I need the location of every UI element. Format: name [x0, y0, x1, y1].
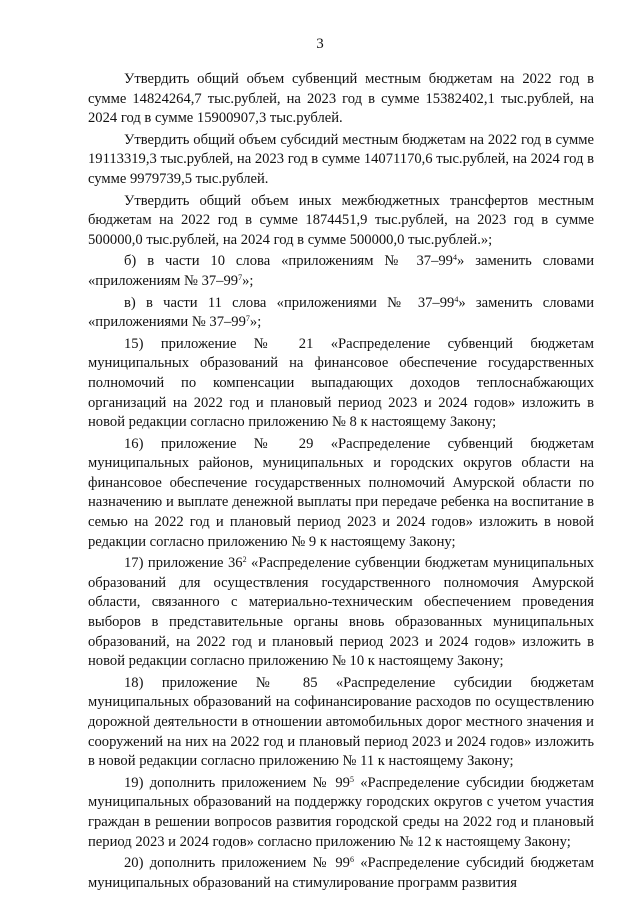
paragraph-text: в) в части 11 слова «приложениями № 37–99 — [124, 294, 455, 311]
paragraph — [88, 131, 594, 190]
paragraph-text: 17) приложение 36 — [124, 555, 243, 572]
paragraph — [88, 674, 594, 772]
paragraph-text: »; — [249, 314, 262, 331]
paragraph — [88, 335, 594, 433]
paragraph-text: «Распределение субсидий бюджетам муниципальных образований на стимулирование программ развития — [88, 855, 594, 891]
paragraph — [88, 435, 594, 553]
page-number: 3 — [316, 36, 324, 52]
paragraph-text: «Распределение субсидии бюджетам муниципальных образований на поддержку городских округов с учетом участия граждан в решении вопросов развития городской среды на 2022 год и плановый период 2023 и 2024 годов» согласно приложению № 12 к настоящему Закону; — [88, 774, 594, 850]
paragraph — [88, 774, 594, 852]
superscript: 7 — [238, 272, 243, 282]
paragraph-text: » заменить словами «приложениям № 37–99 — [88, 253, 595, 289]
document-body — [88, 70, 594, 895]
superscript: 4 — [454, 294, 459, 304]
paragraph-text: б) в части 10 слова «приложениям № 37–99 — [124, 253, 453, 270]
paragraph-text: 15) приложение № 21 «Распределение субвенций бюджетам муниципальных образований на финансовое обеспечение государственных полномочий по компенсации выпадающих доходов теплоснабжающих организаций на 2022 год и плановый период 2023 и 2024 годов» изложить в новой редакции согласно приложению № 8 к настоящему Закону; — [88, 335, 594, 431]
superscript: 7 — [245, 314, 250, 324]
paragraph-text: »; — [242, 272, 254, 289]
paragraph — [88, 252, 594, 291]
paragraph-text: 16) приложение № 29 «Распределение субвенций бюджетам муниципальных районов, муниципальных и городских округов области на финансовое обеспечение государственных полномочий Амурской области по назначению и выплате денежной выплаты при передаче ребенка на воспитание в семью на 2022 год и плановый период 2023 и 2024 годов» изложить в новой редакции согласно приложению № 9 к настоящему Закону; — [88, 435, 594, 550]
paragraph-text: Утвердить общий объем иных межбюджетных трансфертов местным бюджетам на 2022 год в сумме 1874451,9 тыс.рублей, на 2023 год в сумме 500000,0 тыс.рублей, на 2024 год в сумме 500000,0 тыс.рублей.»; — [88, 192, 594, 248]
paragraph-text: 19) дополнить приложением № 99 — [124, 774, 350, 791]
paragraph — [88, 854, 594, 893]
paragraph — [88, 554, 594, 672]
paragraph-text: 18) приложение № 85 «Распределение субсидии бюджетам муниципальных образований на софинансирование расходов по осуществлению дорожной деятельности в отношении автомобильных дорог местного значения и сооружений на них на 2022 год и плановый период 2023 и 2024 годов» изложить в новой редакции согласно приложению № 11 к настоящему Закону; — [88, 674, 594, 770]
superscript: 2 — [242, 555, 247, 565]
superscript: 4 — [452, 253, 457, 263]
paragraph — [88, 192, 594, 251]
paragraph-text: Утвердить общий объем субвенций местным бюджетам на 2022 год в сумме 14824264,7 тыс.рублей, на 2023 год в сумме 15382402,1 тыс.рублей, на 2024 год в сумме 15900907,3 тыс.рублей. — [88, 71, 594, 127]
paragraph-text: 20) дополнить приложением № 99 — [124, 855, 350, 872]
paragraph-text: «Распределение субвенции бюджетам муниципальных образований для осуществления государственного полномочия Амурской области, связанного с материально-техническим обеспечением проведения выборов в представительные органы вновь образованных муниципальных образований, на 2022 год и плановый период 2023 и 2024 годов» изложить в новой редакции согласно приложению № 10 к настоящему Закону; — [88, 555, 594, 670]
superscript: 5 — [349, 774, 354, 784]
paragraph — [88, 70, 594, 129]
superscript: 6 — [349, 855, 354, 865]
paragraph-text: Утвердить общий объем субсидий местным бюджетам на 2022 год в сумме 19113319,3 тыс.рублей, на 2023 год в сумме 14071170,6 тыс.рублей, на 2024 год в сумме 9979739,5 тыс.рублей. — [88, 131, 594, 187]
paragraph-text: » заменить словами «приложениями № 37–99 — [88, 294, 595, 331]
paragraph — [88, 294, 594, 333]
